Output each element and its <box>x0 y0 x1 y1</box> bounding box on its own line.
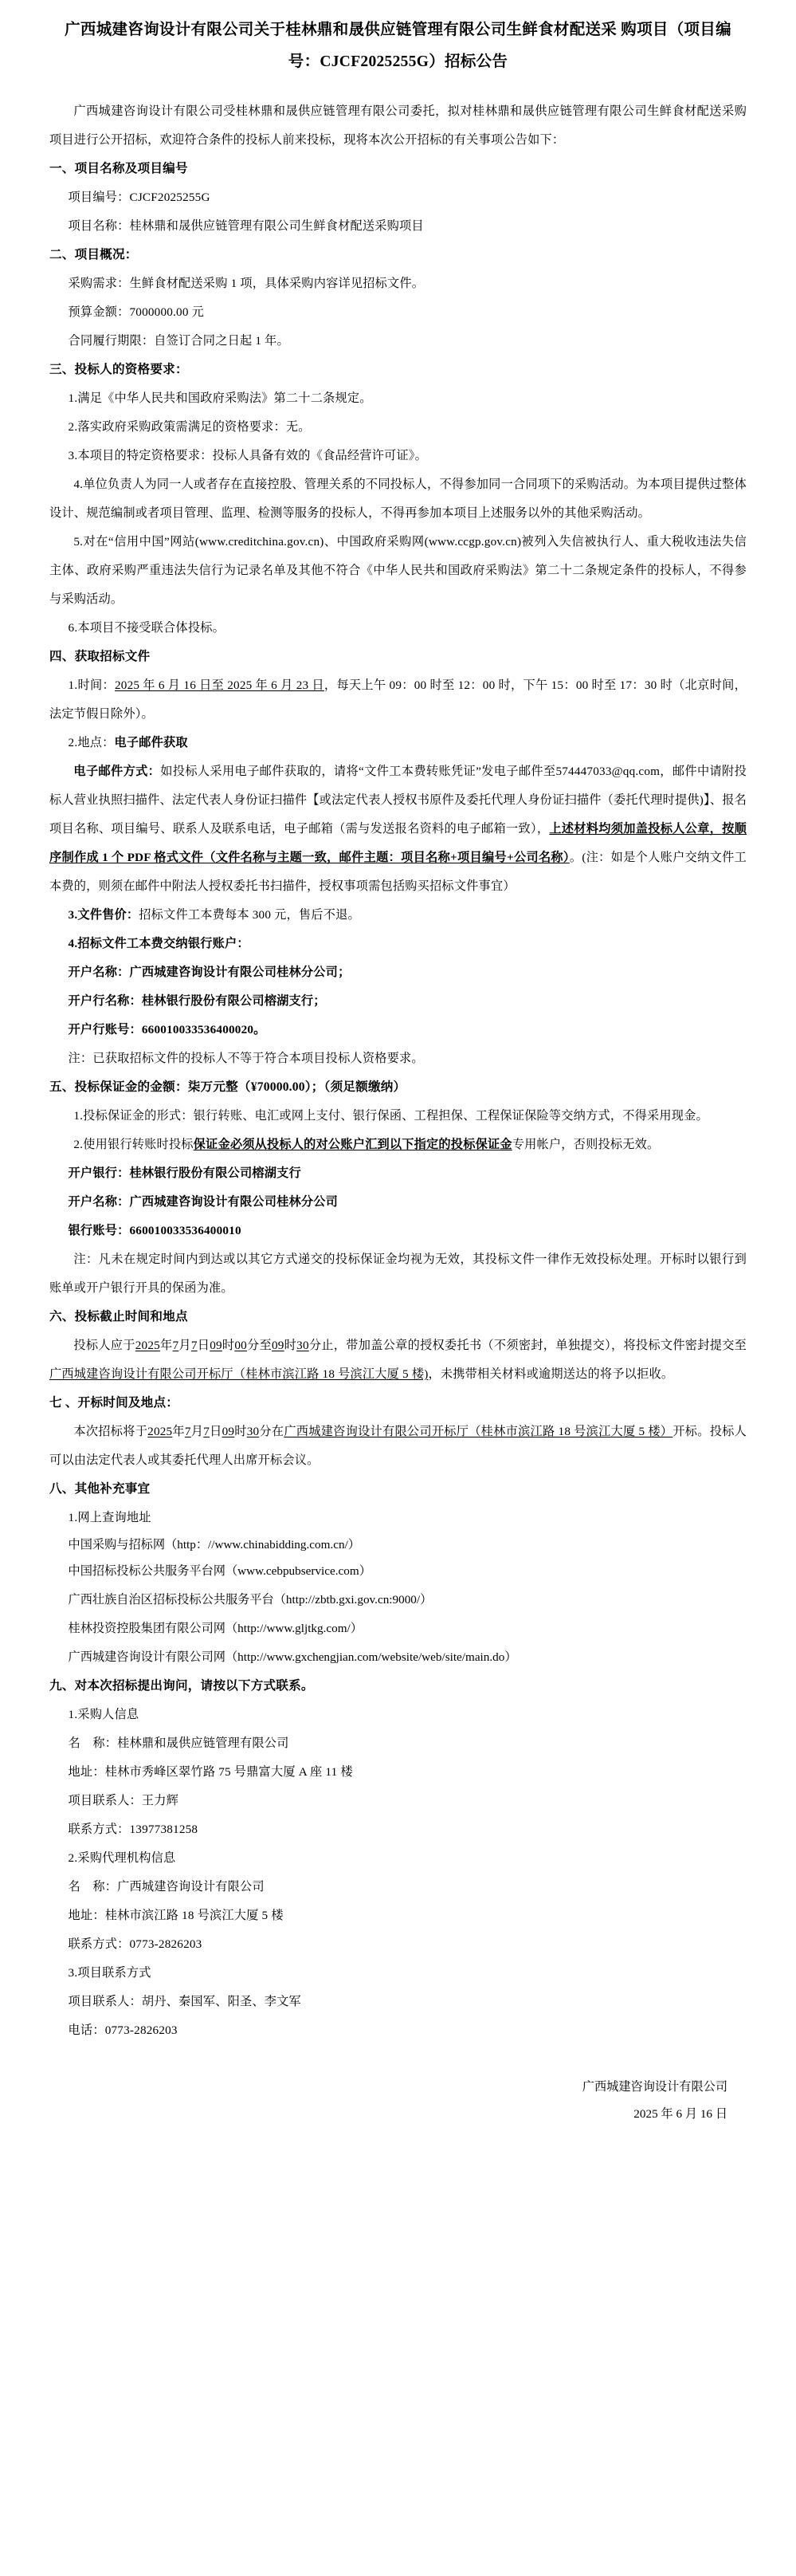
fee-bank-branch-value: 桂林银行股份有限公司榕湖支行； <box>141 994 326 1008</box>
title-spacer <box>49 78 747 97</box>
agency-name-label: 名 称： <box>68 1880 118 1894</box>
bid-bond-item-2-a: 2.使用银行转账时投标 <box>73 1138 194 1151</box>
bond-bank-value: 桂林银行股份有限公司榕湖支行 <box>129 1166 301 1180</box>
fee-bank-account-heading: 4.招标文件工本费交纳银行账户： <box>68 937 249 950</box>
bid-opening-month-unit: 月 <box>190 1425 204 1438</box>
bid-deadline-start-minute-unit: 分至 <box>246 1339 272 1352</box>
qualification-item-5-part-a: 5.对在“信用中国”网站( <box>73 535 199 549</box>
section-9-heading: 九、对本次招标提出询问，请按以下方式联系。 <box>49 1679 314 1693</box>
signature-block <box>49 2074 747 2128</box>
place-value: 电子邮件获取 <box>114 736 188 749</box>
section-2-heading: 二、项目概况： <box>49 248 138 262</box>
query-link-name: 广西壮族自治区招标投标公共服务平台 <box>68 1593 274 1607</box>
creditchina-url: www.creditchina.gov.cn <box>198 535 320 549</box>
bid-deadline-day-unit: 日 <box>197 1339 210 1352</box>
email-method-emphasis: 上述材料均须加盖投标人公章，按顺序制作成 1 个 PDF 格式文件（文件名称与主题一致，邮件主题：项目名称+项目编号+公司名称） <box>49 822 747 864</box>
section-5-heading <box>49 1073 747 1102</box>
qualification-item-5-part-b: )、中国政府采购网( <box>320 535 429 549</box>
section-7-heading: 七 、开标时间及地点： <box>49 1396 179 1410</box>
place-label: 2.地点： <box>68 736 115 749</box>
bid-bond-item-1: 1.投标保证金的形式：银行转账、电汇或网上支付、银行保函、工程担保、工程保证保险等交纳方式，不得采用现金。 <box>73 1109 708 1123</box>
bid-deadline-end-minute-unit: 分止 <box>308 1339 334 1352</box>
project-phone-row <box>49 2016 747 2045</box>
bid-deadline-start-minute: 00 <box>234 1339 247 1352</box>
bond-account-name-row <box>49 1188 747 1217</box>
bond-account-number-value: 660010033536400010 <box>129 1224 241 1237</box>
contract-duration: 合同履行期限：自签订合同之日起 1 年。 <box>68 334 289 348</box>
query-link-item[interactable] <box>49 1532 747 1557</box>
page-title-project-code: CJCF2025255G <box>320 53 429 70</box>
signature-company: 广西城建咨询设计有限公司 <box>582 2080 727 2094</box>
project-name-label: 项目名称： <box>68 219 130 233</box>
agency-phone-label: 联系方式： <box>68 1937 130 1951</box>
bid-deadline-start-hour-unit: 时 <box>222 1339 235 1352</box>
bid-opening-hour: 09 <box>222 1425 235 1438</box>
qualification-item-5 <box>49 528 747 614</box>
document-acquisition-place <box>49 729 747 757</box>
bid-deadline-month: 7 <box>172 1339 179 1352</box>
purchaser-name-value: 桂林鼎和晟供应链管理有限公司 <box>117 1736 289 1750</box>
online-query-subheading: 1.网上查询地址 <box>68 1511 151 1524</box>
email-method-text-c: 。(注：如是个人账户交纳文件工本费的，则须在邮件中附法人授权委托书扫描件，授权事项需包括购买招标文件事宜） <box>49 851 747 893</box>
project-code-row <box>49 183 747 212</box>
bid-submission-venue: 广西城建咨询设计有限公司开标厅（桂林市滨江路 18 号滨江大厦 5 楼) <box>49 1367 429 1381</box>
bid-deadline-end-minute: 30 <box>296 1339 309 1352</box>
project-contact-row <box>49 1988 747 2016</box>
purchaser-address-value: 桂林市秀峰区翠竹路 75 号鼎富大厦 A 座 11 楼 <box>104 1765 353 1779</box>
section-6-heading: 六、投标截止时间和地点 <box>49 1310 188 1323</box>
section-1-heading: 一、项目名称及项目编号 <box>49 162 188 175</box>
agency-phone-row <box>49 1930 747 1959</box>
bid-deadline-year-unit: 年 <box>159 1339 173 1352</box>
agency-info-subheading: 2.采购代理机构信息 <box>68 1851 176 1865</box>
bond-bank-label: 开户银行： <box>68 1166 130 1180</box>
page-title-line2-prefix: 购项目（项目编号： <box>288 22 731 70</box>
document-price-value: 招标文件工本费每本 300 元，售后不退。 <box>139 908 360 922</box>
bid-bond-item-2-b: 专用帐户，否则投标无效。 <box>512 1138 660 1151</box>
ccgp-url: www.ccgp.gov.cn <box>428 535 517 549</box>
fee-bank-branch-label: 开户行名称： <box>68 994 142 1008</box>
email-method-paragraph <box>49 757 747 901</box>
fee-bank-branch <box>49 987 747 1016</box>
bid-opening-minute: 30 <box>246 1425 260 1438</box>
agency-address-label: 地址： <box>68 1909 105 1922</box>
section-8-heading: 八、其他补充事宜 <box>49 1482 151 1496</box>
purchaser-contact-label: 项目联系人： <box>68 1794 142 1807</box>
query-link-item[interactable] <box>49 1586 747 1614</box>
query-link-url: （http：//www.chinabidding.com.cn/） <box>165 1538 360 1551</box>
qualification-item-2: 2.落实政府采购政策需满足的资格要求：无。 <box>68 420 311 434</box>
qualification-item-5-part-c: )被列入失信被执行人、重大税收违法失信主体、政府采购严重违法失信行为记录名单及其他不符合《中华人民共和国政府采购法》第二十二条规定条件的投标人，不得参与采购活动。 <box>49 535 747 606</box>
bid-bond-item-2-emphasis: 保证金必须从投标人的对公账户汇到以下指定的投标保证金 <box>193 1138 512 1151</box>
bid-deadline-text-a: 投标人应于 <box>73 1339 135 1352</box>
bid-deadline-paragraph <box>49 1331 747 1389</box>
document-price <box>49 901 747 930</box>
bond-account-name-value: 广西城建咨询设计有限公司桂林分公司 <box>129 1195 339 1209</box>
fee-bank-account-name-label: 开户名称： <box>68 966 130 979</box>
bid-bond-item-2 <box>49 1131 747 1159</box>
bid-opening-hour-unit: 时 <box>234 1425 247 1438</box>
query-link-item[interactable] <box>49 1614 747 1643</box>
section-5-heading-a: 五、投标保证金的金额： <box>49 1080 188 1094</box>
project-code-label: 项目编号： <box>68 191 130 204</box>
budget-amount: 预算金额：7000000.00 元 <box>68 305 205 319</box>
bid-deadline-end-hour: 09 <box>272 1339 284 1352</box>
section-4-heading: 四、获取招标文件 <box>49 650 151 663</box>
qualification-item-1: 1.满足《中华人民共和国政府采购法》第二十二条规定。 <box>68 391 372 405</box>
query-link-url: （http://www.gxchengjian.com/website/web/site/main.do） <box>225 1650 517 1664</box>
email-method-text-a: 如投标人采用电子邮件获取的，请将“文件工本费转账凭证”发电子邮件至 <box>160 765 556 778</box>
bid-deadline-month-unit: 月 <box>178 1339 191 1352</box>
project-contact-label: 项目联系人： <box>68 1995 142 2008</box>
fee-bank-account-name-value: 广西城建咨询设计有限公司桂林分公司； <box>129 966 351 979</box>
bid-opening-minute-unit: 分在 <box>259 1425 284 1438</box>
query-link-item[interactable] <box>49 1557 747 1586</box>
page-title <box>64 11 732 78</box>
query-link-url: （www.cebpubservice.com） <box>225 1564 371 1578</box>
fee-bank-account-number-value: 660010033536400020。 <box>141 1023 266 1036</box>
query-link-name: 桂林投资控股集团有限公司网 <box>68 1622 225 1635</box>
project-code-value: CJCF2025255G <box>129 191 210 204</box>
bid-opening-month: 7 <box>184 1425 191 1438</box>
page-title-line1: 广西城建咨询设计有限公司关于桂林鼎和晟供应链管理有限公司生鲜食材配送采 <box>65 22 618 38</box>
bond-account-number-label: 银行账号： <box>68 1224 130 1237</box>
purchaser-phone-value: 13977381258 <box>129 1823 198 1836</box>
bid-opening-text-b: 开标。投标人可以由法定代表人或其委托代理人出席开标会议。 <box>49 1425 747 1467</box>
bid-opening-year-unit: 年 <box>172 1425 185 1438</box>
fee-bank-account-number <box>49 1016 747 1044</box>
purchaser-contact-value: 王力辉 <box>141 1794 179 1807</box>
bid-opening-text-a: 本次招标将于 <box>73 1425 148 1438</box>
document-price-label: 3.文件售价： <box>68 908 139 922</box>
query-link-url: （http://www.gljtkg.com/） <box>225 1622 363 1635</box>
section-5-heading-b: ；（须足额缴纳） <box>311 1080 406 1094</box>
fee-bank-account-number-label: 开户行账号： <box>68 1023 142 1036</box>
email-method-label: 电子邮件方式： <box>73 765 161 778</box>
project-name-value: 桂林鼎和晟供应链管理有限公司生鲜食材配送采购项目 <box>129 219 424 233</box>
bid-opening-paragraph <box>49 1418 747 1475</box>
bid-deadline-year: 2025 <box>135 1339 160 1352</box>
query-link-name: 中国招标投标公共服务平台网 <box>68 1564 225 1578</box>
bid-deadline-text-c: ，未携带相关材料或逾期送达的将予以拒收。 <box>428 1367 674 1381</box>
bid-deadline-text-b: ，带加盖公章的授权委托书（不须密封，单独提交），将投标文件密封提交至 <box>333 1339 747 1352</box>
project-phone-value: 0773-2826203 <box>104 2023 178 2037</box>
signature-date: 2025 年 6 月 16 日 <box>633 2107 727 2121</box>
intro-paragraph: 广西城建咨询设计有限公司受桂林鼎和晟供应链管理有限公司委托，拟对桂林鼎和晟供应链管理有限公司生鲜食材配送采购项目进行公开招标，欢迎符合条件的投标人前来投标，现将本次公开招标的有关事项公告如下： <box>49 104 747 147</box>
query-link-name: 广西城建咨询设计有限公司网 <box>68 1650 225 1664</box>
qualification-item-6: 6.本项目不接受联合体投标。 <box>68 621 225 635</box>
agency-name-value: 广西城建咨询设计有限公司 <box>117 1880 265 1894</box>
qualification-item-3: 3.本项目的特定资格要求：投标人具备有效的《食品经营许可证》。 <box>68 449 427 462</box>
email-method-text-b: ，邮件中请附投标人营业执照扫描件、法定代表人身份证扫描件【或法定代表人授权书原件及委托代理人身份证扫描件（委托代理时提供)】、报名项目名称、项目编号、联系人及联系电话，电子邮箱（需与发送报名资料的电子邮箱一致）， <box>49 765 747 836</box>
bond-bank-row <box>49 1159 747 1188</box>
time-range-value: 2025 年 6 月 16 日至 2025 年 6 月 23 日 <box>114 678 324 692</box>
time-label: 1.时间： <box>68 678 115 692</box>
bid-opening-day-unit: 日 <box>210 1425 222 1438</box>
agency-address-value: 桂林市滨江路 18 号滨江大厦 5 楼 <box>104 1909 284 1922</box>
bid-opening-year: 2025 <box>147 1425 173 1438</box>
agency-phone-value: 0773-2826203 <box>129 1937 202 1951</box>
purchaser-phone-label: 联系方式： <box>68 1823 130 1836</box>
section-3-heading: 三、投标人的资格要求： <box>49 363 188 376</box>
purchaser-name-row <box>49 1729 747 1758</box>
procurement-demand: 采购需求：生鲜食材配送采购 1 项，具体采购内容详见招标文件。 <box>68 277 425 290</box>
purchaser-address-label: 地址： <box>68 1765 105 1779</box>
project-name-row <box>49 212 747 241</box>
bid-opening-venue: 广西城建咨询设计有限公司开标厅（桂林市滨江路 18 号滨江大厦 5 楼） <box>284 1425 673 1438</box>
agency-name-row <box>49 1873 747 1902</box>
qualification-item-4: 4.单位负责人为同一人或者存在直接控股、管理关系的不同投标人，不得参加同一合同项下的采购活动。为本项目提供过整体设计、规范编制或者项目管理、监理、检测等服务的投标人，不得再参加本项目上述服务以外的其他采购活动。 <box>49 478 747 520</box>
bid-bond-amount: 柒万元整（¥70000.00） <box>187 1080 312 1094</box>
section-5-note: 注：凡未在规定时间内到达或以其它方式递交的投标保证金均视为无效，其投标文件一律作无效投标处理。开标时以银行到账单或开户银行开具的保函为准。 <box>49 1253 747 1295</box>
bid-deadline-start-hour: 09 <box>210 1339 222 1352</box>
bid-deadline-day: 7 <box>190 1339 198 1352</box>
bond-account-number-row <box>49 1217 747 1245</box>
query-link-item[interactable] <box>49 1643 747 1672</box>
bond-account-name-label: 开户名称： <box>68 1195 130 1209</box>
purchaser-name-label: 名 称： <box>68 1736 118 1750</box>
agency-address-row <box>49 1902 747 1930</box>
project-contact-value: 胡丹、秦国军、阳圣、李文军 <box>141 1995 301 2008</box>
purchaser-contact-row <box>49 1787 747 1815</box>
time-rest: ，每天上午 09：00 时至 12：00 时，下午 15：00 时至 17：30 时（北京时间，法定节假日除外）。 <box>49 678 747 721</box>
section-4-note: 注：已获取招标文件的投标人不等于符合本项目投标人资格要求。 <box>68 1052 424 1065</box>
purchaser-info-subheading: 1.采购人信息 <box>68 1708 139 1721</box>
query-link-url: （http://zbtb.gxi.gov.cn:9000/） <box>273 1593 433 1607</box>
project-phone-label: 电话： <box>68 2023 105 2037</box>
query-link-name: 中国采购与招标网 <box>68 1538 166 1551</box>
fee-bank-account-name <box>49 958 747 987</box>
page-title-line2-suffix: ）招标公告 <box>429 53 508 70</box>
bid-deadline-end-hour-unit: 时 <box>284 1339 297 1352</box>
purchaser-phone-row <box>49 1815 747 1844</box>
project-contact-subheading: 3.项目联系方式 <box>68 1966 151 1980</box>
purchaser-address-row <box>49 1758 747 1787</box>
document-acquisition-time <box>49 671 747 729</box>
bid-opening-day: 7 <box>203 1425 210 1438</box>
contact-email-address: 574447033@qq.com <box>555 765 661 778</box>
